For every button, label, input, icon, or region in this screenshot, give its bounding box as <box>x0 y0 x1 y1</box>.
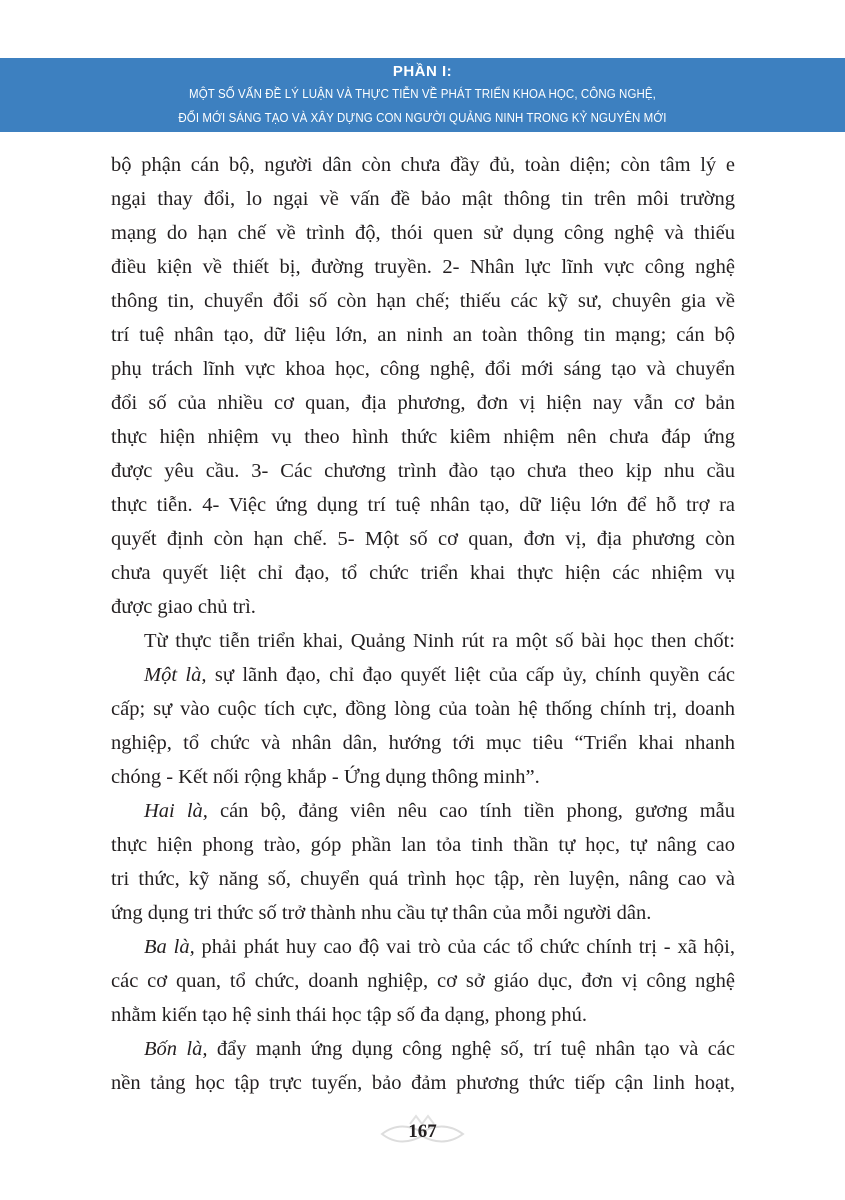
line-text: đổi số của nhiều cơ quan, địa phương, đơn vị hiện nay vẫn cơ bản <box>111 392 735 414</box>
line-text: phải phát huy cao độ vai trò của các tổ chức chính trị - xã hội, <box>194 936 735 958</box>
line-text: Từ thực tiễn triển khai, Quảng Ninh rút ra một số bài học then chốt: <box>144 630 735 652</box>
italic-lead: Ba là, <box>144 936 195 958</box>
line-text: phụ trách lĩnh vực khoa học, công nghệ, đổi mới sáng tạo và chuyển <box>111 358 735 380</box>
paragraph <box>111 624 735 658</box>
text-line <box>111 590 735 624</box>
line-text: chưa quyết liệt chỉ đạo, tổ chức triển khai thực hiện các nhiệm vụ <box>111 562 735 584</box>
line-text: điều kiện về thiết bị, đường truyền. 2- Nhân lực lĩnh vực công nghệ <box>111 256 735 278</box>
text-line <box>111 1032 735 1066</box>
text-line <box>111 624 735 658</box>
page-number: 167 <box>408 1121 437 1142</box>
line-text: sự lãnh đạo, chỉ đạo quyết liệt của cấp ủy, chính quyền các <box>206 664 736 686</box>
line-text: thực hiện phong trào, góp phần lan tỏa tinh thần tự học, tự nâng cao <box>111 834 735 856</box>
line-text: nền tảng học tập trực tuyến, bảo đảm phương thức tiếp cận linh hoạt, <box>111 1072 735 1094</box>
text-line <box>111 658 735 692</box>
text-line <box>111 386 735 420</box>
paragraph <box>111 148 735 624</box>
text-line <box>111 352 735 386</box>
line-text: chóng - Kết nối rộng khắp - Ứng dụng thông minh”. <box>111 766 540 788</box>
line-text: thực hiện nhiệm vụ theo hình thức kiêm nhiệm nên chưa đáp ứng <box>111 426 735 448</box>
paragraph <box>111 794 735 930</box>
paragraph <box>111 658 735 794</box>
italic-lead: Hai là, <box>144 800 208 822</box>
text-line <box>111 794 735 828</box>
body-text <box>111 148 735 1100</box>
page-footer <box>380 1112 465 1152</box>
line-text: thực tiễn. 4- Việc ứng dụng trí tuệ nhân tạo, dữ liệu lớn để hỗ trợ ra <box>111 494 735 516</box>
text-line <box>111 250 735 284</box>
line-text: quyết định còn hạn chế. 5- Một số cơ quan, đơn vị, địa phương còn <box>111 528 735 550</box>
section-header-banner <box>0 58 845 132</box>
line-text: tri thức, kỹ năng số, chuyển quá trình học tập, rèn luyện, nâng cao và <box>111 868 735 890</box>
text-line <box>111 216 735 250</box>
line-text: được yêu cầu. 3- Các chương trình đào tạo chưa theo kịp nhu cầu <box>111 460 735 482</box>
line-text: bộ phận cán bộ, người dân còn chưa đầy đủ, toàn diện; còn tâm lý e <box>111 154 735 176</box>
line-text: ngại thay đổi, lo ngại về vấn đề bảo mật thông tin trên môi trường <box>111 188 735 210</box>
text-line <box>111 964 735 998</box>
text-line <box>111 760 735 794</box>
line-text: thông tin, chuyển đổi số còn hạn chế; thiếu các kỹ sư, chuyên gia về <box>111 290 735 312</box>
text-line <box>111 488 735 522</box>
text-line <box>111 896 735 930</box>
text-line <box>111 726 735 760</box>
text-line <box>111 930 735 964</box>
text-line <box>111 182 735 216</box>
text-line <box>111 148 735 182</box>
line-text: được giao chủ trì. <box>111 596 256 618</box>
line-text: cấp; sự vào cuộc tích cực, đồng lòng của toàn hệ thống chính trị, doanh <box>111 698 735 720</box>
line-text: nhằm kiến tạo hệ sinh thái học tập số đa dạng, phong phú. <box>111 1004 587 1026</box>
text-line <box>111 556 735 590</box>
text-line <box>111 862 735 896</box>
text-line <box>111 284 735 318</box>
text-line <box>111 420 735 454</box>
paragraph <box>111 1032 735 1100</box>
text-line <box>111 998 735 1032</box>
section-subtitle-line-1: MỘT SỐ VẤN ĐỀ LÝ LUẬN VÀ THỰC TIỄN VỀ PHÁT TRIỂN KHOA HỌC, CÔNG NGHỆ, <box>189 87 656 101</box>
text-line <box>111 454 735 488</box>
line-text: các cơ quan, tổ chức, doanh nghiệp, cơ sở giáo dục, đơn vị công nghệ <box>111 970 735 992</box>
text-line <box>111 1066 735 1100</box>
line-text: ứng dụng tri thức số trở thành nhu cầu tự thân của mỗi người dân. <box>111 902 652 924</box>
line-text: nghiệp, tổ chức và nhân dân, hướng tới mục tiêu “Triển khai nhanh <box>111 732 735 754</box>
text-line <box>111 522 735 556</box>
paragraph <box>111 930 735 1032</box>
section-title: PHẦN I: <box>392 63 453 80</box>
text-line <box>111 318 735 352</box>
line-text: cán bộ, đảng viên nêu cao tính tiền phong, gương mẫu <box>207 800 736 822</box>
text-line <box>111 692 735 726</box>
italic-lead: Bốn là, <box>144 1038 208 1060</box>
line-text: đẩy mạnh ứng dụng công nghệ số, trí tuệ nhân tạo và các <box>207 1038 736 1060</box>
line-text: mạng do hạn chế về trình độ, thói quen sử dụng công nghệ và thiếu <box>111 222 735 244</box>
section-subtitle-line-2: ĐỔI MỚI SÁNG TẠO VÀ XÂY DỰNG CON NGƯỜI QUẢNG NINH TRONG KỶ NGUYÊN MỚI <box>178 111 667 125</box>
line-text: trí tuệ nhân tạo, dữ liệu lớn, an ninh an toàn thông tin mạng; cán bộ <box>111 324 735 346</box>
italic-lead: Một là, <box>144 664 207 686</box>
text-line <box>111 828 735 862</box>
